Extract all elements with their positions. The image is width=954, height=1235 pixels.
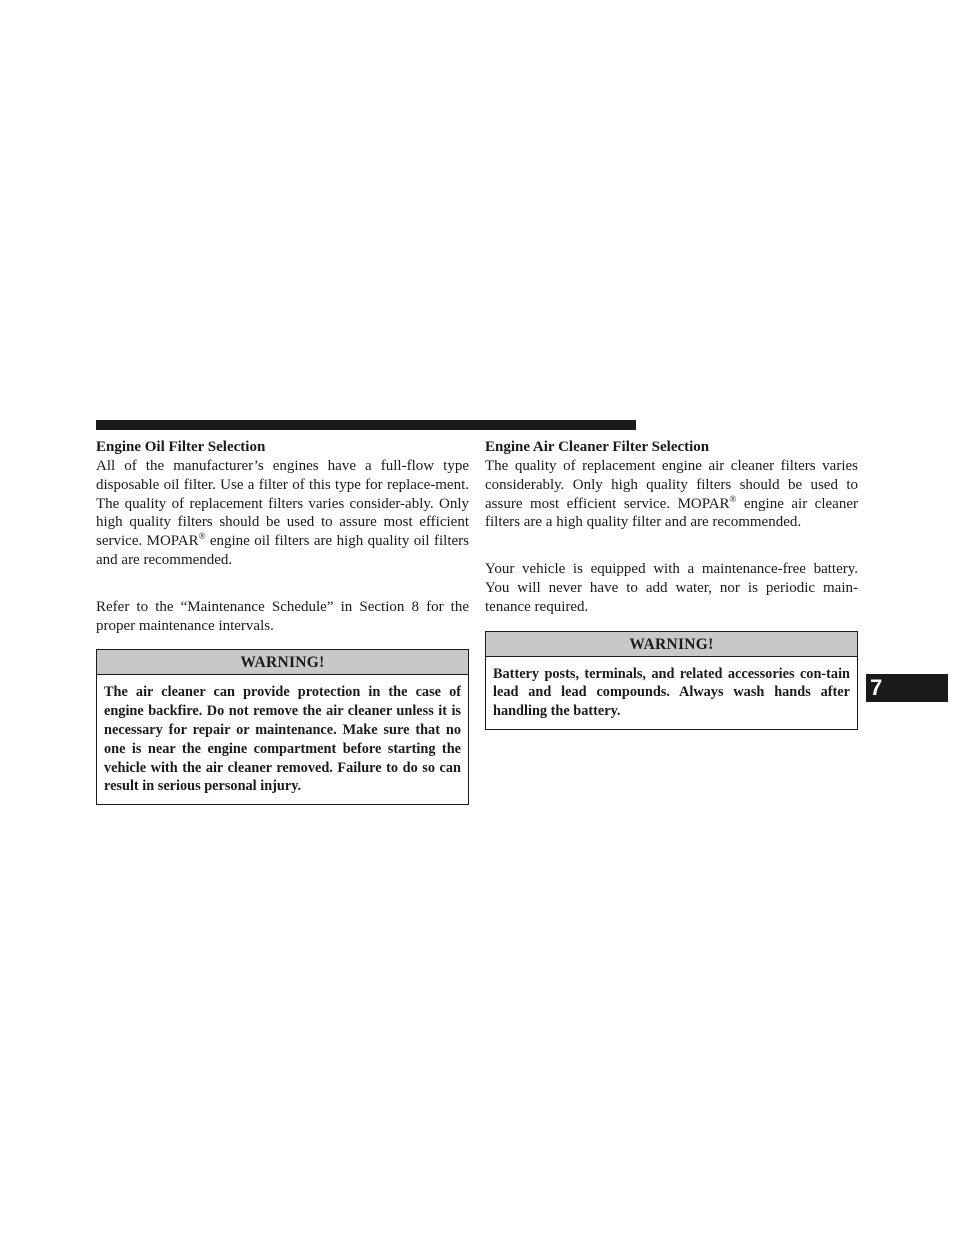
maintenance-schedule-paragraph: Refer to the “Maintenance Schedule” in Section 8 for the proper maintenance intervals. — [96, 598, 469, 634]
oil-filter-text-part2: engine oil filters are high quality oil filters and are recommended. — [96, 533, 469, 568]
spacer — [485, 532, 858, 560]
oil-filter-heading: Engine Oil Filter Selection — [96, 439, 266, 455]
right-column — [485, 438, 858, 730]
warning-text: Battery posts, terminals, and related accessories con-tain lead and lead compounds. Always wash hands after handling the battery. — [493, 665, 850, 720]
section-header-rule — [96, 420, 636, 430]
spacer — [96, 570, 469, 598]
warning-title: WARNING! — [486, 632, 857, 657]
registered-mark: ® — [198, 531, 206, 542]
air-cleaner-warning-box — [96, 649, 469, 805]
registered-mark: ® — [729, 493, 737, 504]
air-cleaner-text-part1: The quality of replacement engine air cleaner filters varies considerably. Only high quality filters should be used to assure most efficient service. MOPAR — [485, 458, 858, 512]
air-cleaner-heading: Engine Air Cleaner Filter Selection — [485, 439, 710, 455]
oil-filter-text-part1: All of the manufacturer’s engines have a full-flow type disposable oil filter. Use a filter of this type for replace-ment. The quality of replacement filters varies consider-ably. Only high quality filters should be used to assure most efficient service. MOPAR — [96, 458, 469, 550]
air-cleaner-text-part2: engine air cleaner filters are a high quality filter and are recommended. — [485, 495, 858, 531]
warning-title: WARNING! — [97, 650, 468, 675]
section-tab: 7 — [866, 674, 948, 702]
oil-filter-paragraph — [96, 457, 469, 570]
battery-paragraph: Your vehicle is equipped with a maintenance-free battery. You will never have to add water, nor is periodic main-tenance required. — [485, 561, 858, 615]
air-cleaner-paragraph — [485, 457, 858, 532]
warning-text: The air cleaner can provide protection in the case of engine backfire. Do not remove the air cleaner unless it is necessary for repair or maintenance. Make sure that no one is near the engine compartment before starting the vehicle with the air cleaner removed. Failure to do so can result in serious personal injury. — [104, 684, 461, 795]
battery-warning-box — [485, 631, 858, 730]
left-column — [96, 438, 469, 805]
